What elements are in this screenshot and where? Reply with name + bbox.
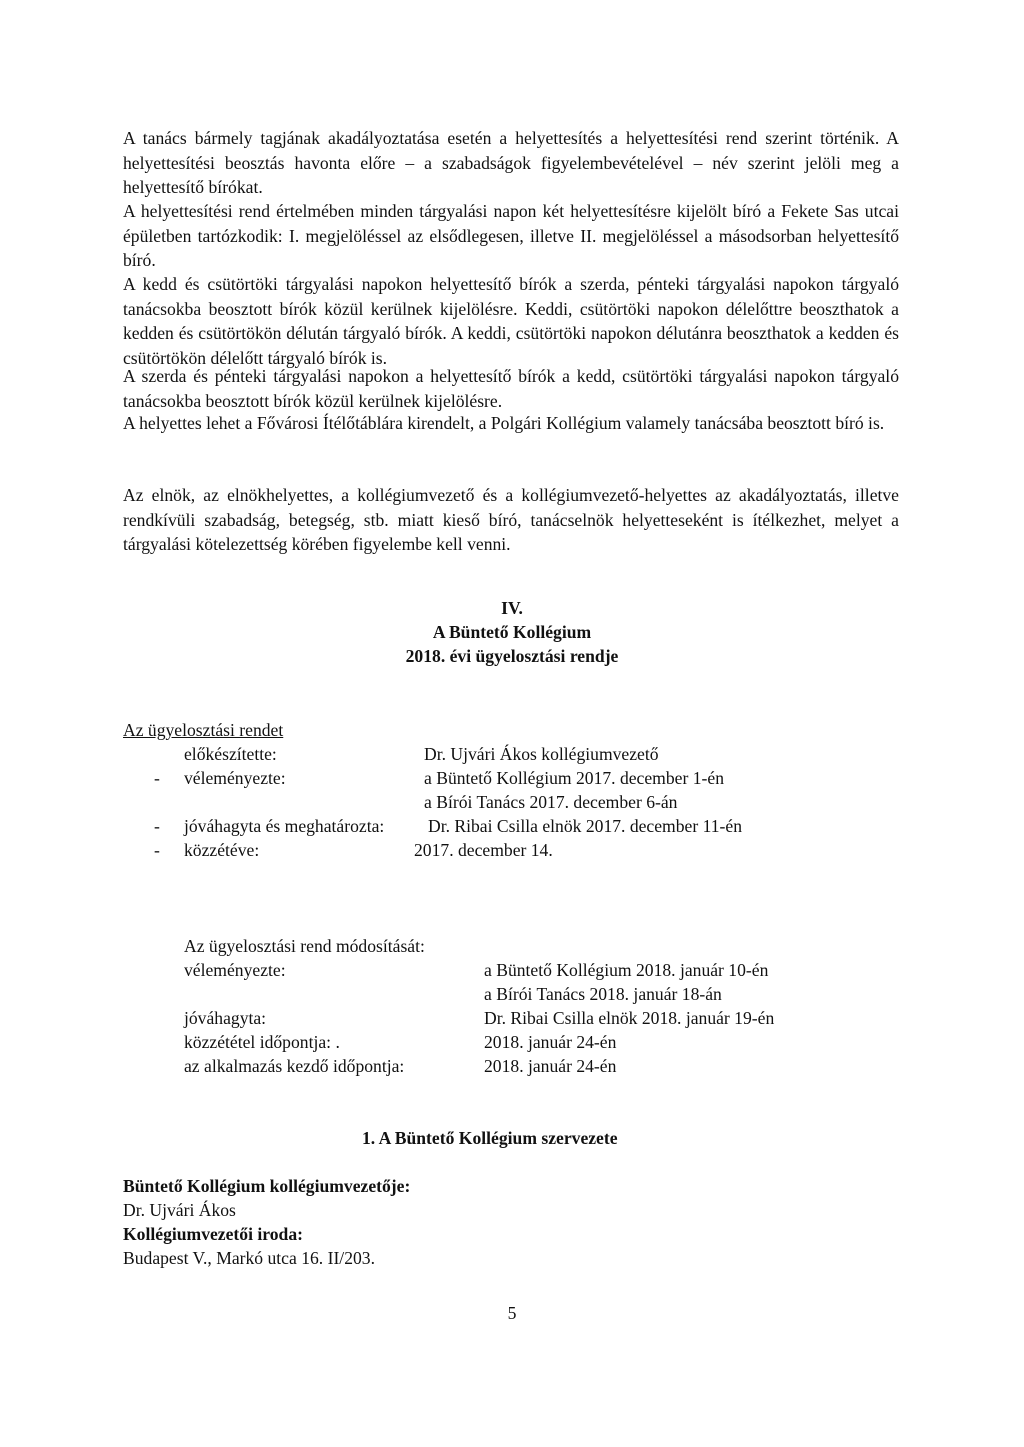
approval-value: Dr. Ribai Csilla elnök 2017. december 11-én <box>428 816 743 836</box>
approval-value: 2017. december 14. <box>414 840 553 860</box>
modification-value: Dr. Ribai Csilla elnök 2018. január 19-én <box>484 1008 775 1028</box>
modification-value: 2018. január 24-én <box>484 1056 617 1076</box>
org-leader-name: Dr. Ujvári Ákos <box>123 1200 236 1220</box>
approval-label: véleményezte: <box>184 768 286 788</box>
paragraph-leadership-judging: Az elnök, az elnökhelyettes, a kollégiumvezető és a kollégiumvezető-helyettes az akadályoztatás, illetve rendkívüli szabadság, betegség, stb. miatt kieső bíró, tanácselnök helyetteseként is ítélkezhet, melyet a tárgyalási kötelezettség körében figyelembe kell venni. <box>123 485 899 554</box>
approval-dash: - <box>154 840 160 860</box>
section-subtitle: 2018. évi ügyelosztási rendje <box>405 646 619 666</box>
org-heading: 1. A Büntető Kollégium szervezete <box>362 1128 618 1148</box>
modification-label: az alkalmazás kezdő időpontja: <box>184 1056 405 1076</box>
approval-value: Dr. Ujvári Ákos kollégiumvezető <box>424 744 659 764</box>
modification-value: 2018. január 24-én <box>484 1032 617 1052</box>
section-numeral: IV. <box>501 598 523 618</box>
paragraph-wednesday-friday: A szerda és pénteki tárgyalási napokon a helyettesítő bírók a kedd, csütörtöki tárgyalási napokon tárgyaló tanácsokba beosztott bírók közül kerülnek kijelölésre. <box>123 366 899 411</box>
approval-dash: - <box>154 768 160 788</box>
section-title: A Büntető Kollégium <box>432 622 592 642</box>
approval-label: előkészítette: <box>184 744 277 764</box>
modification-value: a Büntető Kollégium 2018. január 10-én <box>484 960 769 980</box>
approval-value: a Bírói Tanács 2017. december 6-án <box>424 792 678 812</box>
section-heading <box>0 596 1024 668</box>
org-office-label: Kollégiumvezetői iroda: <box>123 1224 303 1244</box>
modification-value: a Bírói Tanács 2018. január 18-án <box>484 984 722 1004</box>
paragraph-weekday-substitutes: A kedd és csütörtöki tárgyalási napokon helyettesítő bírók a szerda, pénteki tárgyalási napokon tárgyaló tanácsokba beosztott bírók közül kerülnek kijelölésre. Keddi, csütörtöki napokon délelőttre beoszthatok a kedden és csütörtökön délután tárgyaló bírók. A keddi, csütörtöki napokon délutánra beoszthatok a kedden és csütörtökön délelőtt tárgyaló bírók is. <box>123 274 899 368</box>
modification-label: jóváhagyta: <box>184 1008 267 1028</box>
modification-heading: Az ügyelosztási rend módosítását: <box>184 936 425 956</box>
approval-dash: - <box>154 816 160 836</box>
paragraph-substitution-order: A helyettesítési rend értelmében minden tárgyalási napon két helyettesítésre kijelölt bíró a Fekete Sas utcai épületben tartózkodik: I. megjelöléssel az elsődlegesen, illetve II. megjelöléssel a másodsorban helyettesítő bíró. <box>123 201 899 270</box>
org-leader-label: Büntető Kollégium kollégiumvezetője: <box>123 1176 411 1196</box>
modification-label: véleményezte: <box>184 960 286 980</box>
org-office-address: Budapest V., Markó utca 16. II/203. <box>123 1248 375 1268</box>
page-number: 5 <box>507 1303 517 1323</box>
modification-label: közzététel időpontja: . <box>184 1032 340 1052</box>
approval-label: jóváhagyta és meghatározta: <box>184 816 385 836</box>
paragraph-substitute-eligibility: A helyettes lehet a Fővárosi Ítélőtáblára kirendelt, a Polgári Kollégium valamely tanácsába beosztott bíró is. <box>123 413 885 433</box>
approval-label: közzétéve: <box>184 840 260 860</box>
paragraph-substitution-rule: A tanács bármely tagjának akadályoztatása esetén a helyettesítés a helyettesítési rend szerint történik. A helyettesítési beosztás havonta előre – a szabadságok figyelembevételével – név szerint jelöli meg a helyettesítő bírókat. <box>123 128 899 197</box>
approval-heading: Az ügyelosztási rendet <box>123 720 284 740</box>
approval-value: a Büntető Kollégium 2017. december 1-én <box>424 768 724 788</box>
